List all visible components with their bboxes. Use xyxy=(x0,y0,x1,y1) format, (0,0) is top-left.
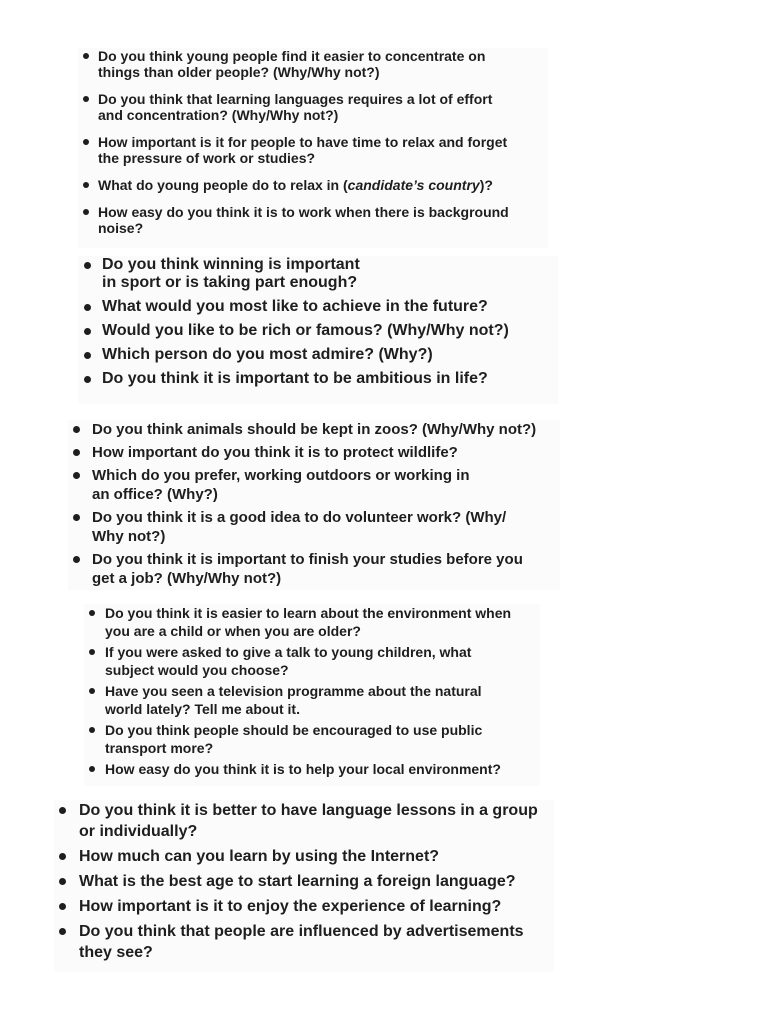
bullet-icon xyxy=(73,514,80,521)
question-list xyxy=(78,48,548,236)
question-text: What is the best age to start learning a foreign language? xyxy=(79,873,516,890)
question-text: How easy do you think it is to help your local environment? xyxy=(105,761,501,777)
question-text: Do you think that people are influenced by advertisements they see? xyxy=(79,923,524,961)
list-item xyxy=(68,443,560,462)
bullet-icon xyxy=(73,556,80,563)
question-text: Do you think it is important to be ambitious in life? xyxy=(102,370,488,387)
bullet-icon xyxy=(83,139,89,145)
question-text: Would you like to be rich or famous? (Why/Why not?) xyxy=(102,322,509,339)
bullet-icon xyxy=(83,182,89,188)
question-text: How important is it for people to have time to relax and forget the pressure of work or studies? xyxy=(98,134,508,166)
list-item xyxy=(54,800,554,842)
bullet-icon xyxy=(73,472,80,479)
bullet-icon xyxy=(73,426,80,433)
list-item xyxy=(68,550,560,588)
question-section-relaxation xyxy=(78,48,548,248)
bullet-icon xyxy=(89,688,95,694)
question-text: Do you think young people find it easier to concentrate on things than older people? (Why/Why not?) xyxy=(98,48,486,80)
bullet-icon xyxy=(84,328,91,335)
list-item xyxy=(68,508,560,546)
question-list xyxy=(68,420,560,588)
list-item xyxy=(78,177,548,193)
bullet-icon xyxy=(59,928,66,935)
question-text: Do you think winning is important in sport or is taking part enough? xyxy=(102,256,360,291)
list-item xyxy=(68,466,560,504)
list-item xyxy=(54,846,554,867)
bullet-icon xyxy=(59,903,66,910)
question-section-learning xyxy=(54,800,554,972)
bullet-icon xyxy=(83,209,89,215)
list-item xyxy=(84,604,540,640)
list-item xyxy=(78,48,548,80)
question-list xyxy=(84,604,540,778)
question-text-part: )? xyxy=(479,177,493,193)
bullet-icon xyxy=(59,807,66,814)
question-text: Do you think people should be encouraged to use public transport more? xyxy=(105,722,483,756)
question-text: How important do you think it is to protect wildlife? xyxy=(92,444,458,461)
question-text: Which person do you most admire? (Why?) xyxy=(102,346,433,363)
question-text: What would you most like to achieve in the future? xyxy=(102,298,488,315)
question-text: Do you think animals should be kept in zoos? (Why/Why not?) xyxy=(92,421,537,438)
question-section-work-wildlife xyxy=(68,420,560,590)
list-item xyxy=(78,298,558,316)
list-item xyxy=(78,204,548,236)
list-item xyxy=(84,760,540,778)
bullet-icon xyxy=(84,352,91,359)
list-item xyxy=(84,643,540,679)
question-text: If you were asked to give a talk to young children, what subject would you choose? xyxy=(105,644,472,678)
bullet-icon xyxy=(59,853,66,860)
question-text: Do you think it is a good idea to do volunteer work? (Why/ Why not?) xyxy=(92,509,507,545)
question-text-emphasis: candidate’s country xyxy=(347,177,480,193)
question-section-ambition xyxy=(78,256,558,404)
question-text: Do you think that learning languages requires a lot of effort and concentration? (Why/Why not?) xyxy=(98,91,493,123)
question-text: How easy do you think it is to work when there is background noise? xyxy=(98,204,509,236)
list-item xyxy=(84,721,540,757)
bullet-icon xyxy=(89,727,95,733)
list-item xyxy=(78,370,558,388)
list-item xyxy=(54,871,554,892)
list-item xyxy=(68,420,560,439)
question-text: Do you think it is better to have language lessons in a group or individually? xyxy=(79,802,538,840)
bullet-icon xyxy=(84,376,91,383)
bullet-icon xyxy=(59,878,66,885)
question-section-environment xyxy=(84,604,540,786)
question-text-part: What do young people do to relax in ( xyxy=(98,177,348,193)
bullet-icon xyxy=(83,53,89,59)
question-text xyxy=(98,177,548,193)
question-text: How important is it to enjoy the experience of learning? xyxy=(79,898,502,915)
bullet-icon xyxy=(89,766,95,772)
list-item xyxy=(54,896,554,917)
bullet-icon xyxy=(83,96,89,102)
list-item xyxy=(78,346,558,364)
bullet-icon xyxy=(84,304,91,311)
bullet-icon xyxy=(84,262,91,269)
bullet-icon xyxy=(89,649,95,655)
list-item xyxy=(78,134,548,166)
list-item xyxy=(78,256,558,292)
question-list xyxy=(78,256,558,388)
question-text: Have you seen a television programme about the natural world lately? Tell me about it. xyxy=(105,683,482,717)
bullet-icon xyxy=(73,449,80,456)
list-item xyxy=(54,921,554,963)
bullet-icon xyxy=(89,610,95,616)
question-text: How much can you learn by using the Internet? xyxy=(79,848,440,865)
question-text: Which do you prefer, working outdoors or working in an office? (Why?) xyxy=(92,467,470,503)
question-list xyxy=(54,800,554,963)
list-item xyxy=(84,682,540,718)
list-item xyxy=(78,322,558,340)
question-text: Do you think it is important to finish your studies before you get a job? (Why/Why not?) xyxy=(92,551,523,587)
list-item xyxy=(78,91,548,123)
question-text: Do you think it is easier to learn about the environment when you are a child or when you are older? xyxy=(105,605,512,639)
